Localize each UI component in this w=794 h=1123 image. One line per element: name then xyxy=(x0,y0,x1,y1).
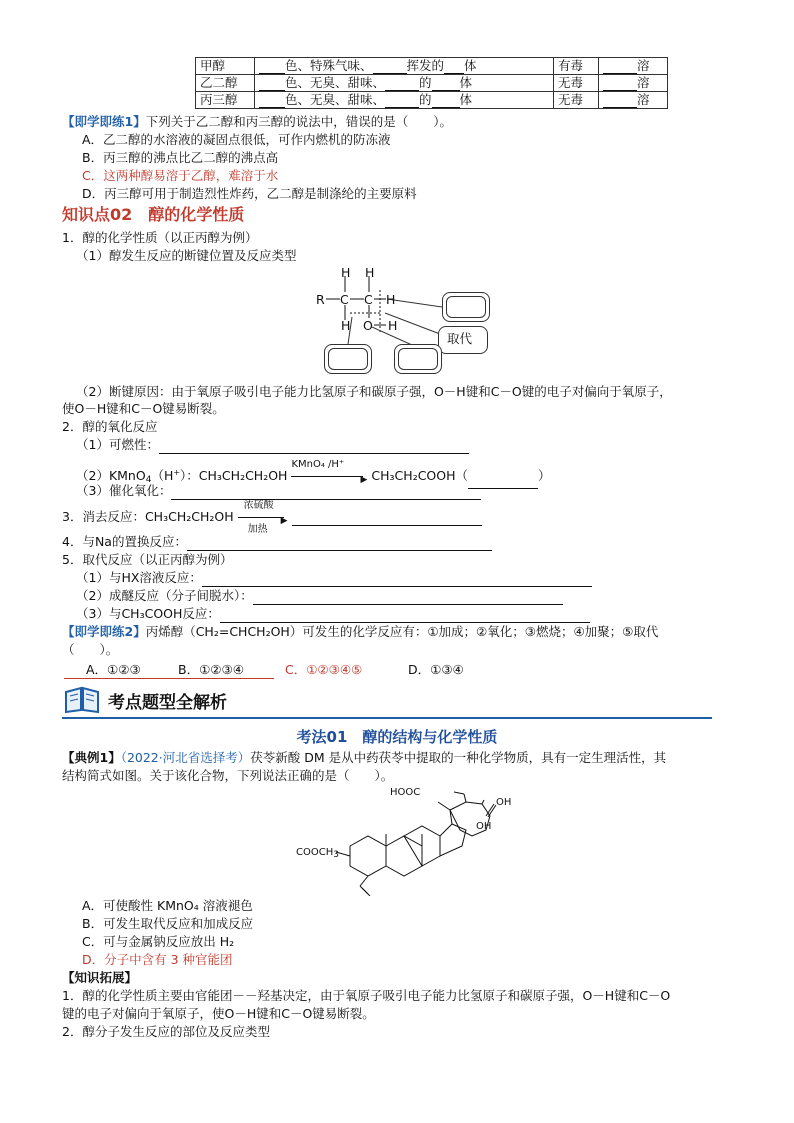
text-line: 键的电子对偏向于氧原子，使O－H键和C－O键易断裂。 xyxy=(62,1006,375,1021)
option-c-answer: C．这两种醇易溶于乙醇，难溶于水 xyxy=(82,168,279,183)
table-cell: 溶 xyxy=(599,92,668,109)
knowledge-heading: 知识点02 醇的化学性质 xyxy=(62,205,245,224)
reaction-arrow: 浓硫酸 ▶ 加热 xyxy=(238,511,288,525)
table-cell: 溶 xyxy=(599,75,668,92)
option-a: A．可使酸性 KMnO₄ 溶液褪色 xyxy=(82,898,253,913)
oh-label: OH xyxy=(496,797,512,808)
table-cell: 乙二醇 xyxy=(196,75,255,92)
text-line: 1．醇的化学性质主要由官能团－－羟基决定，由于氧原子吸引电子能力比氢原子和碳原子强，O－H键和C－O xyxy=(62,988,671,1003)
reaction-arrow: KMnO₄ /H⁺ ▶ xyxy=(291,458,368,485)
answer-box xyxy=(442,292,490,322)
table-row xyxy=(196,92,668,109)
text-line: （1）醇发生反应的断键位置及反应类型 xyxy=(76,248,297,263)
section-divider xyxy=(62,717,712,719)
diagram-h: H xyxy=(341,265,351,280)
text-line: 2．醇的氧化反应 xyxy=(62,419,158,434)
practice1-question: 【即学即练1】下列关于乙二醇和丙三醇的说法中，错误的是（ ）。 xyxy=(62,114,452,129)
diagram-h: H xyxy=(365,265,375,280)
option-a: A．①②③ xyxy=(86,662,141,677)
text-line: （1）与HX溶液反应： xyxy=(76,569,592,587)
option-d: D．①③④ xyxy=(408,662,464,677)
text-line: （ ）。 xyxy=(62,642,119,657)
text-line: （3）催化氧化： xyxy=(76,482,481,500)
table-cell: 甲醇 xyxy=(196,58,255,75)
text-line: （3）与CH₃COOH反应： xyxy=(76,605,590,623)
table-cell: 色、特殊气味、 挥发的 体 xyxy=(255,58,554,75)
hooc-label: HOOC xyxy=(390,787,421,798)
option-b: B．①②③④ xyxy=(178,662,244,677)
example-question: 【典例1】（2022·河北省选择考）茯苓新酸 DM 是从中药茯苓中提取的一种化学物质，具有一定生理活性，其 xyxy=(62,750,667,765)
section-title: 考点题型全解析 xyxy=(108,693,227,713)
table-cell: 色、无臭、甜味、 的 体 xyxy=(255,92,554,109)
substitution-label: 取代 xyxy=(447,331,473,346)
option-c: C．可与金属钠反应放出 H₂ xyxy=(82,934,235,949)
text-line: （2）断键原因：由于氧原子吸引电子能力比氢原子和碳原子强，O－H键和C－O键的电子对偏向于氧原子， xyxy=(76,384,672,399)
practice-tag: 【即学即练2】 xyxy=(62,624,146,639)
table-row xyxy=(196,75,668,92)
cooch3-label: COOCH3 xyxy=(296,847,339,860)
option-b: B．可发生取代反应和加成反应 xyxy=(82,916,254,931)
table-row xyxy=(196,58,668,75)
oxidation-equation: （2）KMnO$_4$（H+）：CH₃CH₂CH₂OH KMnO₄ /H⁺ ▶ CH₃CH₂COOH（ ） xyxy=(76,464,551,489)
elimination-equation: 3．消去反应：CH₃CH₂CH₂OH 浓硫酸 ▶ 加热 xyxy=(62,508,482,526)
diagram-c: C xyxy=(364,292,373,307)
table-cell: 溶 xyxy=(599,58,668,75)
text-line: 4．与Na的置换反应： xyxy=(62,533,492,551)
table-cell: 有毒 xyxy=(554,58,599,75)
expand-tag: 【知识拓展】 xyxy=(62,970,138,985)
text-line: 1．醇的化学性质（以正丙醇为例） xyxy=(62,230,258,245)
diagram-c: C xyxy=(340,292,349,307)
diagram-o: O xyxy=(363,318,373,333)
answer-box xyxy=(324,344,372,374)
text-line: 2．醇分子发生反应的部位及反应类型 xyxy=(62,1024,270,1039)
answer-box xyxy=(394,344,442,374)
option-b: B．丙三醇的沸点比乙二醇的沸点高 xyxy=(82,150,279,165)
practice2-question: 【即学即练2】丙烯醇（CH₂=CHCH₂OH）可发生的化学反应有：①加成；②氧化；③燃烧；④加聚；⑤取代 xyxy=(62,624,659,639)
book-icon xyxy=(64,684,100,714)
bond-breaking-diagram xyxy=(300,262,500,380)
diagram-h: H xyxy=(341,318,351,333)
text-line: 使O－H键和C－O键易断裂。 xyxy=(62,401,225,416)
compound-structure xyxy=(290,784,530,896)
example-tag: 【典例1】 xyxy=(62,750,121,765)
text-line: 结构简式如图。关于该化合物，下列说法正确的是（ ）。 xyxy=(62,768,394,783)
diagram-h: H xyxy=(386,292,396,307)
table-cell: 丙三醇 xyxy=(196,92,255,109)
oh-label: OH xyxy=(476,821,492,832)
table-cell: 无毒 xyxy=(554,92,599,109)
text-line: 5．取代反应（以正丙醇为例） xyxy=(62,552,233,567)
practice-tag: 【即学即练1】 xyxy=(62,114,146,129)
text-line: （1）可燃性： xyxy=(76,436,469,454)
table-cell: 色、无臭、甜味、 的 体 xyxy=(255,75,554,92)
table-cell: 无毒 xyxy=(554,75,599,92)
divider xyxy=(64,678,274,679)
option-d-answer: D．分子中含有 3 种官能团 xyxy=(82,952,233,967)
option-c-answer: C．①②③④⑤ xyxy=(285,662,363,677)
example-source: （2022·河北省选择考） xyxy=(120,750,251,765)
text-line: （2）成醚反应（分子间脱水）： xyxy=(76,587,563,605)
diagram-h: H xyxy=(388,318,398,333)
option-d: D．丙三醇可用于制造烈性炸药，乙二醇是制涤纶的主要原料 xyxy=(82,186,417,201)
alcohol-properties-table xyxy=(195,57,668,109)
option-a: A．乙二醇的水溶液的凝固点很低，可作内燃机的防冻液 xyxy=(82,132,391,147)
method-title: 考法01 醇的结构与化学性质 xyxy=(296,728,498,746)
substitution-box xyxy=(438,326,488,354)
diagram-r: R xyxy=(316,292,325,307)
